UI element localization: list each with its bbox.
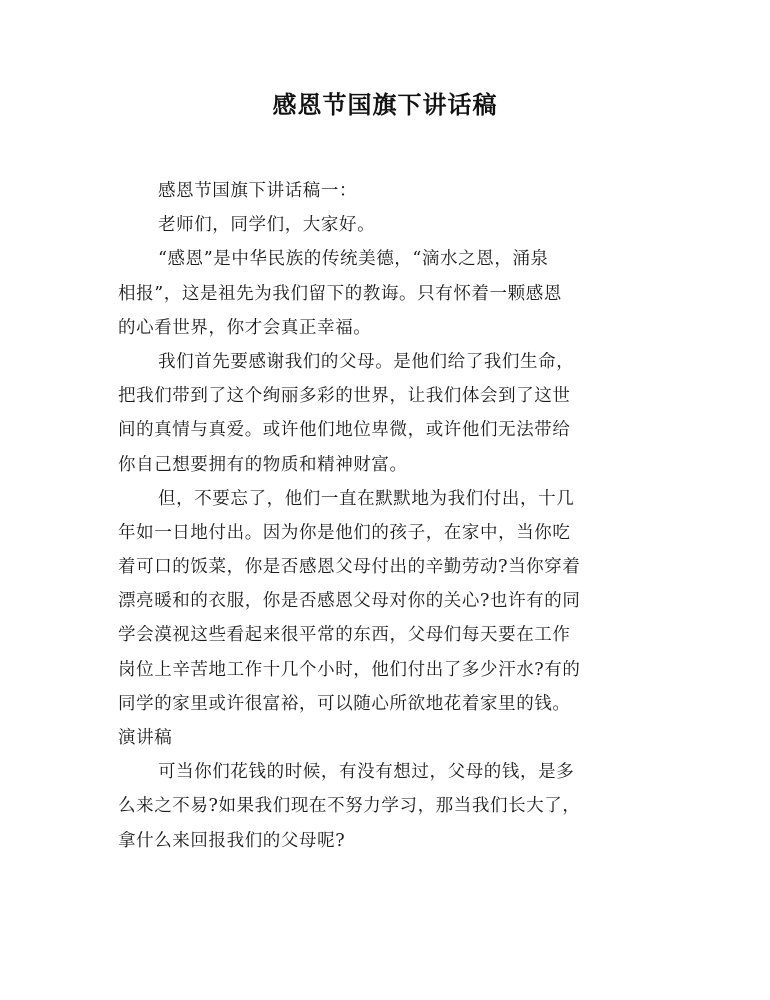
document-body — [118, 174, 646, 858]
body-line: 漂亮暖和的衣服，你是否感恩父母对你的关心?也许有的同 — [118, 591, 581, 612]
body-line: 同学的家里或许很富裕，可以随心所欲地花着家里的钱。 — [118, 693, 571, 714]
body-line: 学会漠视这些看起来很平常的东西，父母们每天要在工作 — [118, 625, 571, 646]
body-line: 相报”，这是祖先为我们留下的教诲。只有怀着一颗感恩 — [118, 283, 562, 304]
body-line: 岗位上辛苦地工作十几个小时，他们付出了多少汗水?有的 — [118, 659, 581, 680]
body-line: “感恩”是中华民族的传统美德，“滴水之恩，涌泉 — [158, 249, 549, 270]
body-line: 把我们带到了这个绚丽多彩的世界，让我们体会到了这世 — [118, 386, 571, 407]
body-line: 间的真情与真爱。或许他们地位卑微，或许他们无法带给 — [118, 420, 571, 441]
body-line: 的心看世界，你才会真正幸福。 — [118, 317, 372, 338]
body-line: 着可口的饭菜，你是否感恩父母付出的辛勤劳动?当你穿着 — [118, 557, 581, 578]
body-line: 你自己想要拥有的物质和精神财富。 — [118, 454, 408, 475]
body-line: 年如一日地付出。因为你是他们的孩子，在家中，当你吃 — [118, 522, 571, 543]
document-title: 感恩节国旗下讲话稿 — [272, 91, 498, 119]
body-line: 老师们，同学们，大家好。 — [158, 215, 376, 236]
body-line: 可当你们花钱的时候，有没有想过，父母的钱，是多 — [158, 762, 575, 783]
body-line: 么来之不易?如果我们现在不努力学习，那当我们长大了， — [118, 796, 581, 817]
body-line: 感恩节国旗下讲话稿一： — [158, 181, 358, 201]
body-line: 我们首先要感谢我们的父母。是他们给了我们生命， — [158, 351, 575, 372]
body-line: 演讲稿 — [118, 728, 173, 748]
body-line: 但，不要忘了，他们一直在默默地为我们付出，十几 — [158, 488, 575, 509]
body-line: 拿什么来回报我们的父母呢? — [118, 830, 346, 851]
